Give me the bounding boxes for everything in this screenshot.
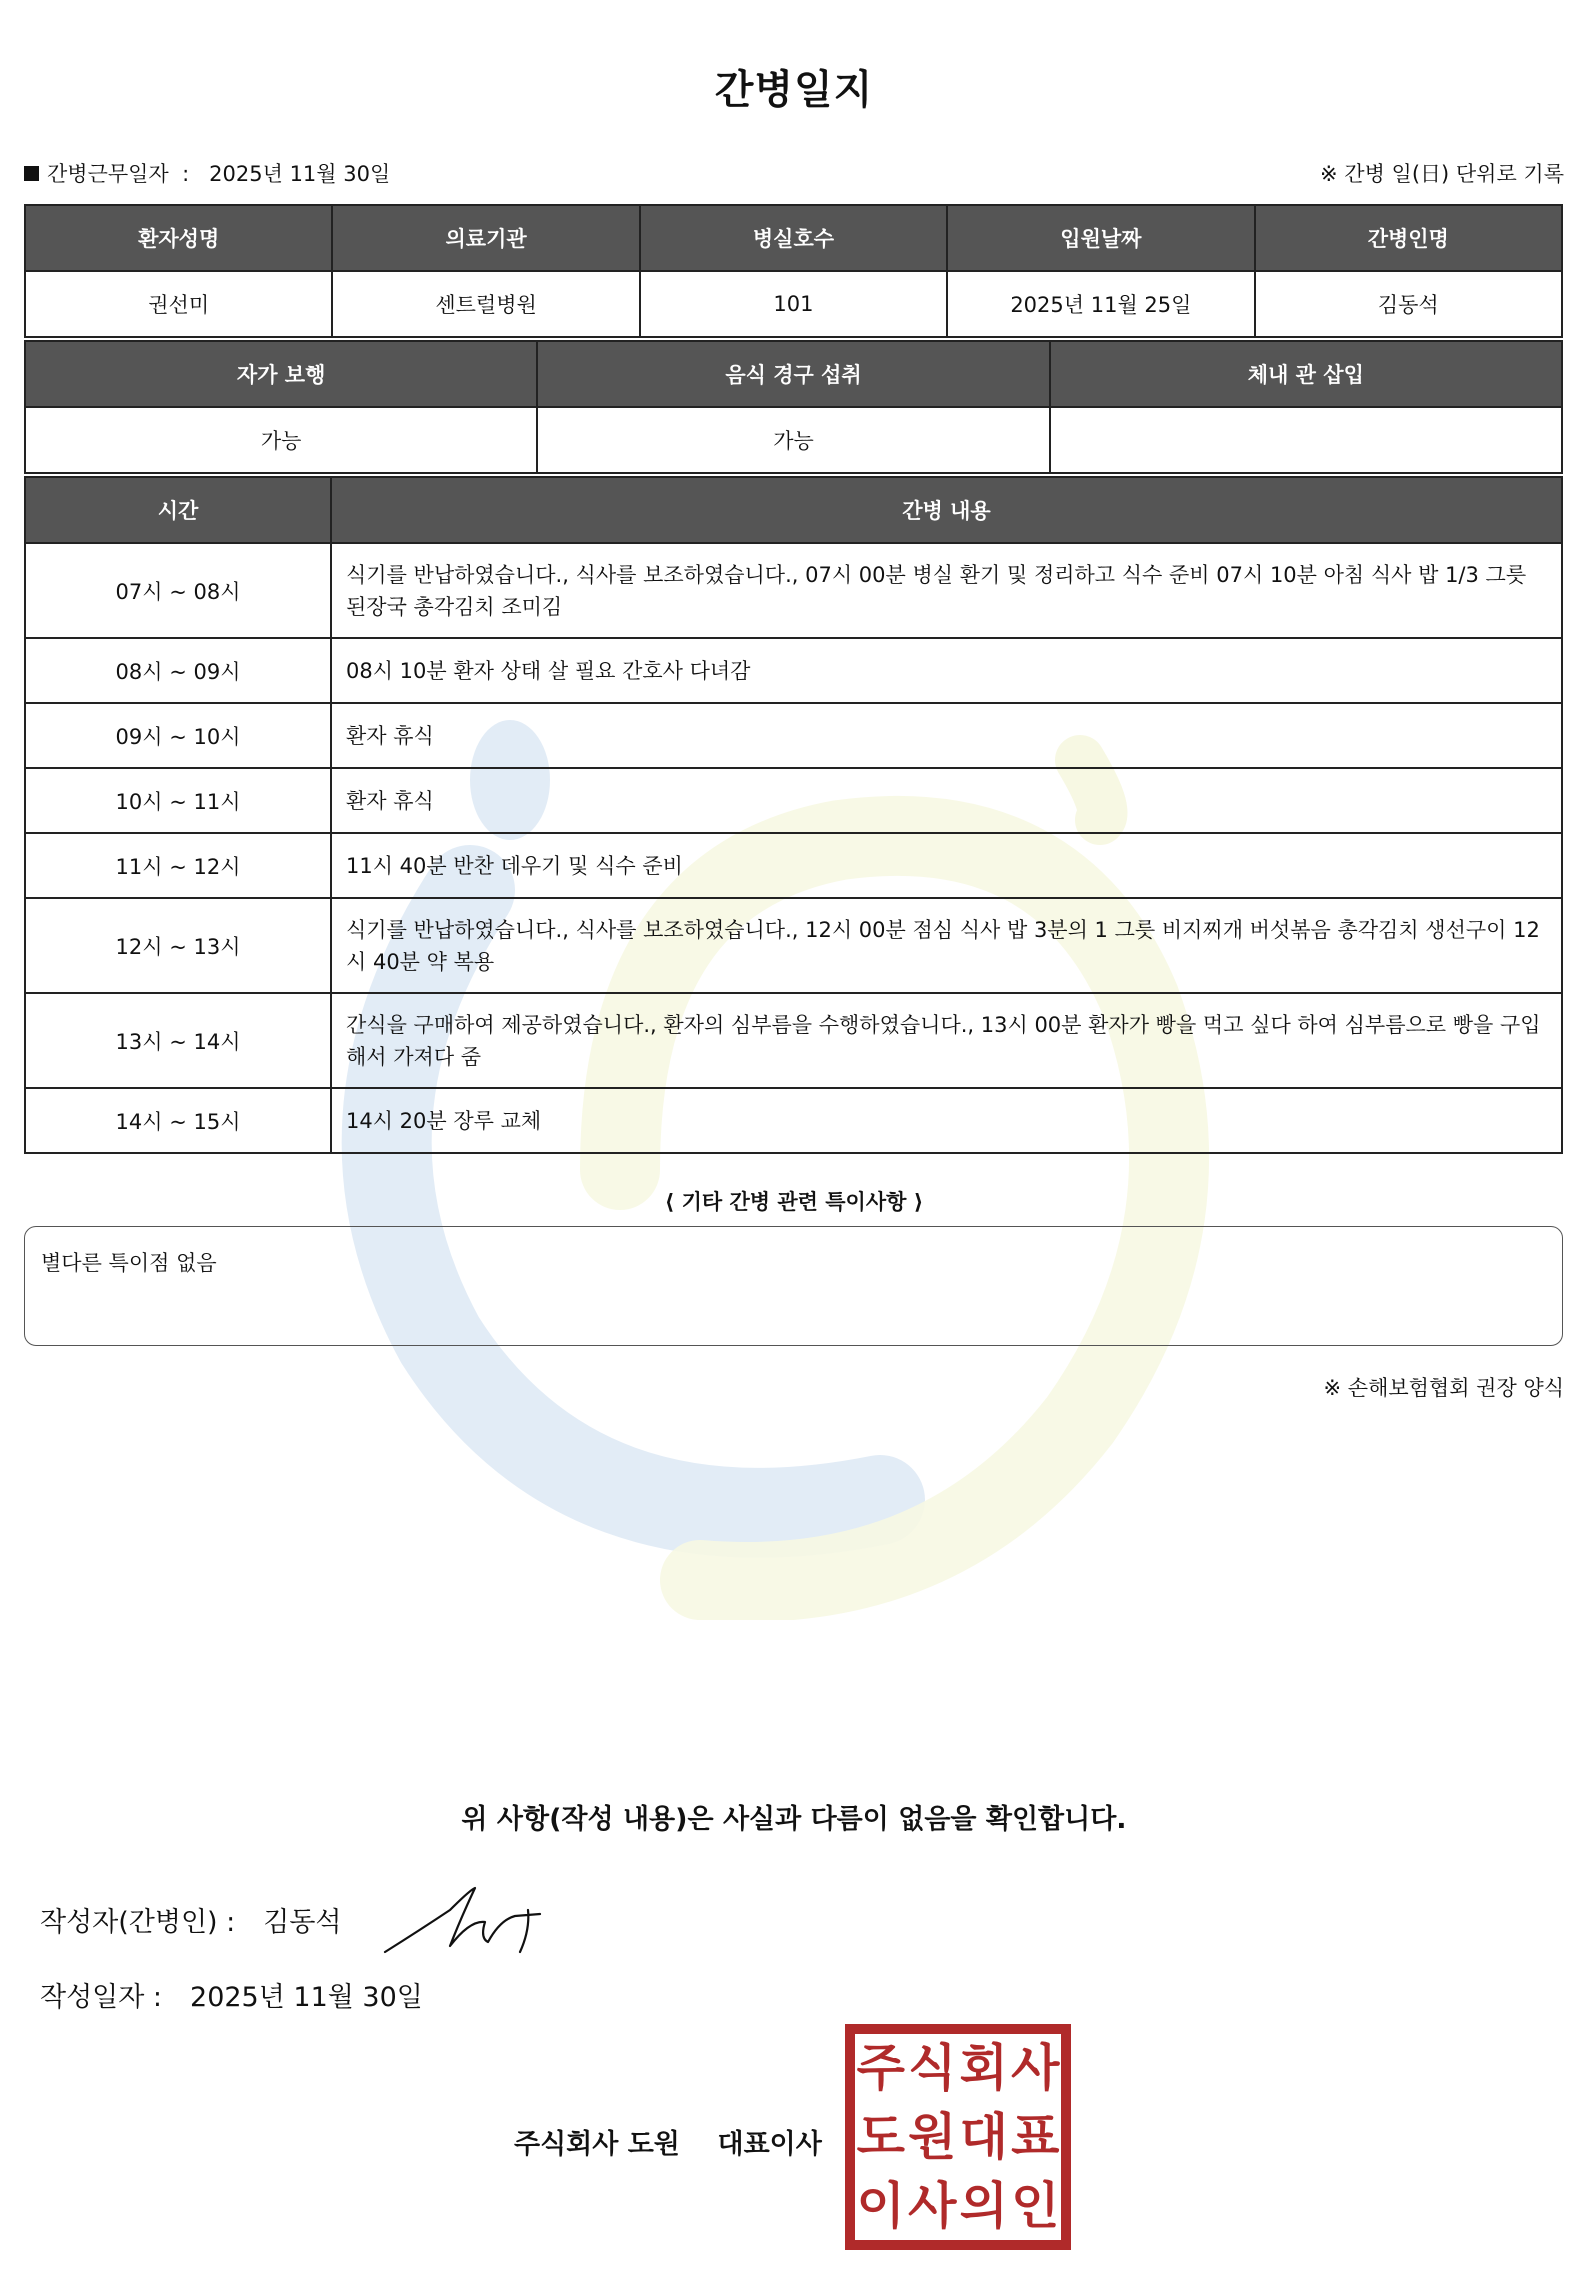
notes-box xyxy=(24,1226,1563,1346)
care-log-table xyxy=(24,476,1563,1154)
seal-inner xyxy=(855,2034,1061,2240)
handwritten-signature xyxy=(380,1880,560,1960)
log-time: 08시 ~ 09시 xyxy=(25,638,331,703)
header-patient-name: 환자성명 xyxy=(25,205,332,271)
log-time: 10시 ~ 11시 xyxy=(25,768,331,833)
log-time: 12시 ~ 13시 xyxy=(25,898,331,993)
log-content: 08시 10분 환자 상태 살 필요 간호사 다녀감 xyxy=(331,638,1562,703)
header-room: 병실호수 xyxy=(640,205,947,271)
work-date: 간병근무일자 : 2025년 11월 30일 xyxy=(24,158,390,188)
company-line xyxy=(514,2122,822,2161)
value-tube xyxy=(1050,407,1562,473)
log-time: 13시 ~ 14시 xyxy=(25,993,331,1088)
log-content: 식기를 반납하였습니다., 식사를 보조하였습니다., 12시 00분 점심 식사 밥 3분의 1 그릇 비지찌개 버섯볶음 총각김치 생선구이 12시 40분 약 복용 xyxy=(331,898,1562,993)
header-admission-date: 입원날짜 xyxy=(947,205,1254,271)
write-date-line xyxy=(40,1975,423,2014)
table-row xyxy=(25,1088,1562,1153)
seal-char: 대 xyxy=(959,2107,1008,2166)
table-row xyxy=(25,638,1562,703)
write-date-value: 2025년 11월 30일 xyxy=(190,1982,423,2013)
value-oral-intake: 가능 xyxy=(537,407,1049,473)
header-tube: 체내 관 삽입 xyxy=(1050,341,1562,407)
value-patient-name: 권선미 xyxy=(25,271,332,337)
writer-name: 김동석 xyxy=(263,1907,342,1938)
document-title: 간병일지 xyxy=(714,67,874,113)
value-admission-date: 2025년 11월 25일 xyxy=(947,271,1254,337)
log-time: 07시 ~ 08시 xyxy=(25,543,331,638)
seal-char: 인 xyxy=(1011,2176,1060,2235)
log-time: 14시 ~ 15시 xyxy=(25,1088,331,1153)
recommend-note: ※ 손해보험협회 권장 양식 xyxy=(1323,1376,1564,1400)
notes-text: 별다른 특이점 없음 xyxy=(41,1251,217,1275)
writer-line xyxy=(40,1900,342,1939)
company-name: 주식회사 도원 xyxy=(514,2129,680,2160)
seal-char: 주 xyxy=(856,2039,905,2098)
seal-char: 이 xyxy=(856,2176,905,2235)
header-oral-intake: 음식 경구 섭취 xyxy=(537,341,1049,407)
table-row xyxy=(25,898,1562,993)
value-hospital: 센트럴병원 xyxy=(332,271,639,337)
work-date-value: 2025년 11월 30일 xyxy=(209,162,391,186)
patient-status-table xyxy=(24,340,1563,474)
status-header-row xyxy=(25,341,1562,407)
log-content: 간식을 구매하여 제공하였습니다., 환자의 심부름을 수행하였습니다., 13시 00분 환자가 빵을 먹고 싶다 하여 심부름으로 빵을 구입해서 가져다 줌 xyxy=(331,993,1562,1088)
status-value-row xyxy=(25,407,1562,473)
table-row xyxy=(25,543,1562,638)
seal-char: 식 xyxy=(908,2039,957,2098)
seal-char: 회 xyxy=(959,2039,1008,2098)
write-date-label: 작성일자 : xyxy=(40,1982,163,2013)
patient-info-table xyxy=(24,204,1563,338)
square-bullet-icon xyxy=(24,166,39,181)
notes-heading: ⟨ 기타 간병 관련 특이사항 ⟩ xyxy=(664,1190,924,1214)
log-header-row xyxy=(25,477,1562,543)
header-hospital: 의료기관 xyxy=(332,205,639,271)
log-content: 식기를 반납하였습니다., 식사를 보조하였습니다., 07시 00분 병실 환기 및 정리하고 식수 준비 07시 10분 아침 식사 밥 1/3 그릇 된장국 총각김치 조미김 xyxy=(331,543,1562,638)
value-caregiver: 김동석 xyxy=(1255,271,1562,337)
seal-char: 표 xyxy=(1011,2107,1060,2166)
seal-char: 사 xyxy=(908,2176,957,2235)
header-content: 간병 내용 xyxy=(331,477,1562,543)
log-content: 환자 휴식 xyxy=(331,768,1562,833)
log-time: 09시 ~ 10시 xyxy=(25,703,331,768)
log-content: 14시 20분 장루 교체 xyxy=(331,1088,1562,1153)
header-time: 시간 xyxy=(25,477,331,543)
table-row xyxy=(25,993,1562,1088)
table-row xyxy=(25,833,1562,898)
header-walking: 자가 보행 xyxy=(25,341,537,407)
value-room: 101 xyxy=(640,271,947,337)
header-caregiver: 간병인명 xyxy=(1255,205,1562,271)
seal-char: 의 xyxy=(959,2176,1008,2235)
info-value-row xyxy=(25,271,1562,337)
work-date-label: 간병근무일자 xyxy=(47,162,169,186)
value-walking: 가능 xyxy=(25,407,537,473)
company-seal-stamp xyxy=(845,2024,1071,2250)
table-row xyxy=(25,768,1562,833)
company-role: 대표이사 xyxy=(717,2129,822,2160)
seal-char: 원 xyxy=(908,2107,957,2166)
log-time: 11시 ~ 12시 xyxy=(25,833,331,898)
seal-char: 도 xyxy=(856,2107,905,2166)
info-header-row xyxy=(25,205,1562,271)
log-content: 11시 40분 반찬 데우기 및 식수 준비 xyxy=(331,833,1562,898)
meta-row xyxy=(24,158,1564,188)
writer-label: 작성자(간병인) : xyxy=(40,1907,236,1938)
unit-note: ※ 간병 일(日) 단위로 기록 xyxy=(1320,162,1564,186)
confirmation-statement: 위 사항(작성 내용)은 사실과 다름이 없음을 확인합니다. xyxy=(461,1804,1127,1835)
table-row xyxy=(25,703,1562,768)
log-content: 환자 휴식 xyxy=(331,703,1562,768)
seal-char: 사 xyxy=(1011,2039,1060,2098)
